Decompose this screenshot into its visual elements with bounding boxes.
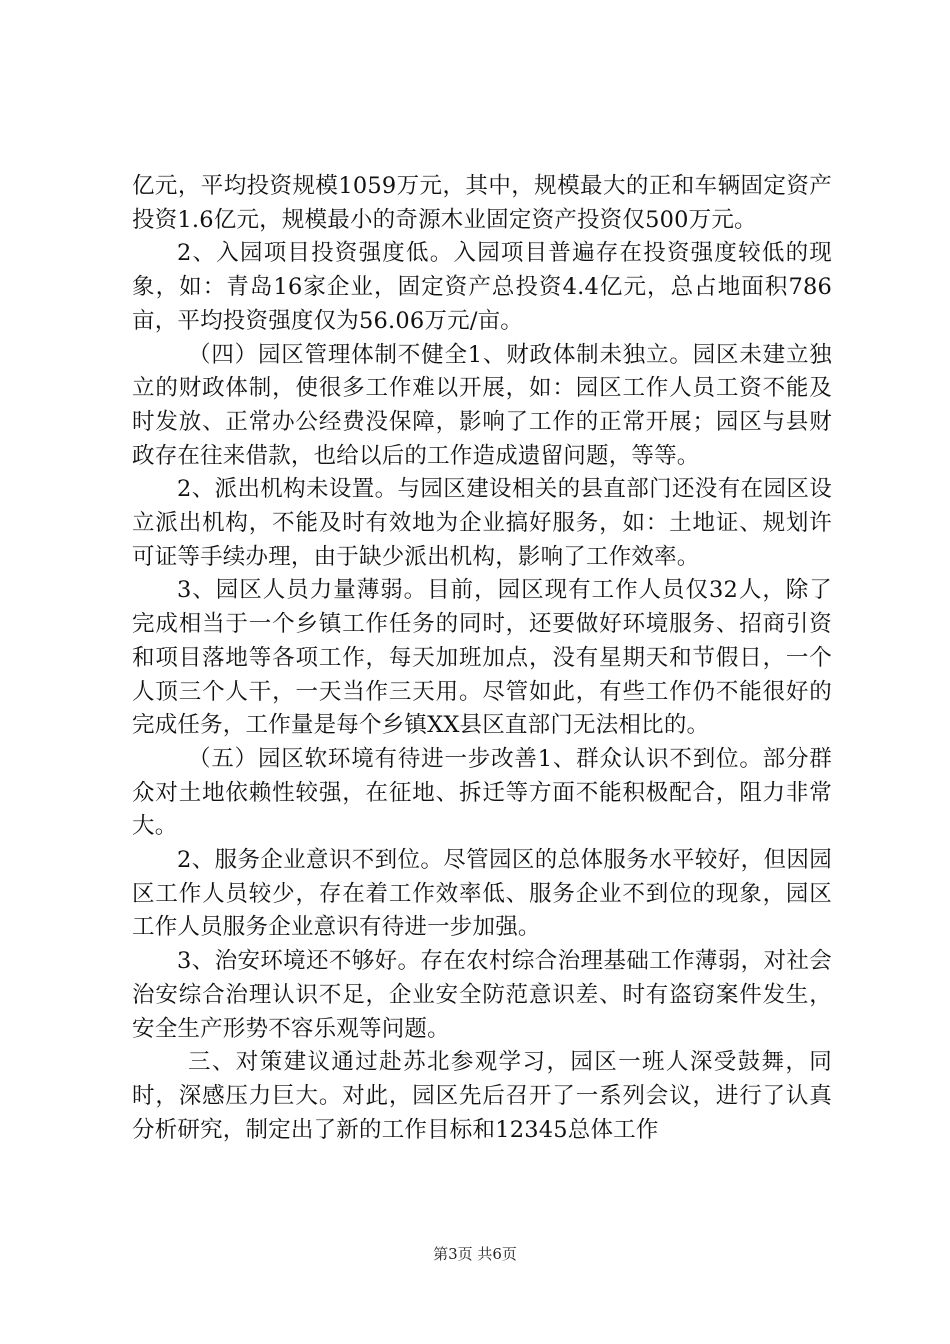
paragraph-soft-environment: （五）园区软环境有待进一步改善1、群众认识不到位。部分群众对土地依赖性较强，在征地、拆迁等方面不能积极配合，阻力非常大。 <box>132 745 832 840</box>
paragraph-management-system: （四）园区管理体制不健全1、财政体制未独立。园区未建立独立的财政体制，使很多工作难以开展，如：园区工作人员工资不能及时发放、正常办公经费没保障，影响了工作的正常开展；园区与县财政存在往来借款，也给以后的工作造成遗留问题，等等。 <box>132 341 832 469</box>
paragraph-staffing: 3、园区人员力量薄弱。目前，园区现有工作人员仅32人，除了完成相当于一个乡镇工作任务的同时，还要做好环境服务、招商引资和项目落地等各项工作，每天加班加点，没有星期天和节假日，一个人顶三个人干，一天当作三天用。尽管如此，有些工作仍不能很好的完成任务，工作量是每个乡镇XX县区直部门无法相比的。 <box>132 577 832 739</box>
paragraph-public-security: 3、治安环境还不够好。存在农村综合治理基础工作薄弱，对社会治安综合治理认识不足，企业安全防范意识差、时有盗窃案件发生，安全生产形势不容乐观等问题。 <box>132 948 832 1042</box>
paragraph-service-awareness: 2、服务企业意识不到位。尽管园区的总体服务水平较好，但因园区工作人员较少，存在着工作效率低、服务企业不到位的现象，园区工作人员服务企业意识有待进一步加强。 <box>132 847 832 941</box>
document-body <box>132 170 832 1147</box>
paragraph-investment-intensity: 2、入园项目投资强度低。入园项目普遍存在投资强度较低的现象，如：青岛16家企业，固定资产总投资4.4亿元，总占地面积786亩，平均投资强度仅为56.06万元/亩。 <box>132 240 832 334</box>
paragraph-countermeasures: 三、对策建议通过赴苏北参观学习，园区一班人深受鼓舞，同时，深感压力巨大。对此，园区先后召开了一系列会议，进行了认真分析研究，制定出了新的工作目标和12345总体工作 <box>132 1049 832 1143</box>
paragraph-continuation: 亿元，平均投资规模1059万元，其中，规模最大的正和车辆固定资产投资1.6亿元，规模最小的奇源木业固定资产投资仅500万元。 <box>132 173 832 233</box>
page-number-footer: 第3页 共6页 <box>433 1245 517 1263</box>
paragraph-agencies: 2、派出机构未设置。与园区建设相关的县直部门还没有在园区设立派出机构，不能及时有效地为企业搞好服务，如：土地证、规划许可证等手续办理，由于缺少派出机构，影响了工作效率。 <box>132 476 832 570</box>
